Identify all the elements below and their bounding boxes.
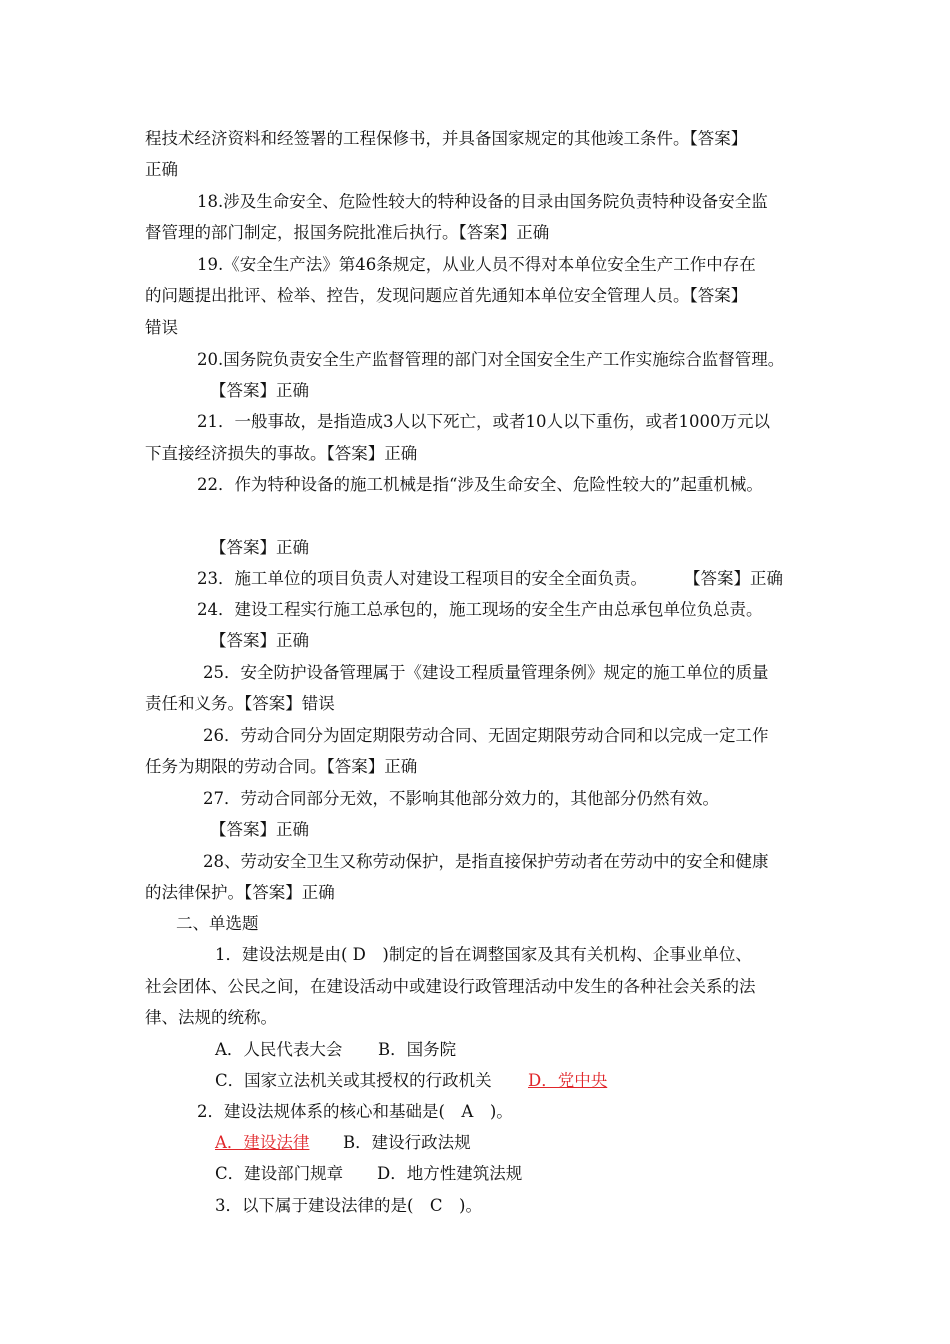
text-line: 任务为期限的劳动合同。【答案】正确 (145, 757, 418, 776)
text-line: 的问题提出批评、检举、控告，发现问题应首先通知本单位安全管理人员。【答案】 (145, 286, 748, 305)
text-line: 错误 (145, 318, 178, 337)
text-line: 督管理的部门制定，报国务院批准后执行。【答案】正确 (145, 223, 550, 242)
question-line: 律、法规的统称。 (145, 1008, 277, 1027)
text-line: 23．施工单位的项目负责人对建设工程项目的安全全面负责。 (197, 569, 647, 588)
text-line: 27．劳动合同部分无效，不影响其他部分效力的，其他部分仍然有效。 (203, 789, 719, 808)
text-line: 【答案】正确 (210, 631, 309, 650)
text-line: 21．一般事故，是指造成3人以下死亡，或者10人以下重伤，或者1000万元以 (197, 412, 770, 431)
question-line: 2．建设法规体系的核心和基础是( A )。 (197, 1102, 513, 1121)
text-line: 28、劳动安全卫生又称劳动保护，是指直接保护劳动者在劳动中的安全和健康 (203, 852, 769, 871)
option-d-correct: D．党中央 (528, 1071, 608, 1090)
text-line: 20.国务院负责安全生产监督管理的部门对全国安全生产工作实施综合监督管理。 (197, 350, 785, 369)
text-line: 【答案】正确 (684, 569, 783, 588)
question-line: 社会团体、公民之间，在建设活动中或建设行政管理活动中发生的各种社会关系的法 (145, 977, 756, 996)
text-line: 【答案】正确 (210, 381, 309, 400)
text-line: 22．作为特种设备的施工机械是指“涉及生命安全、危险性较大的”起重机械。 (197, 475, 763, 494)
text-line: 【答案】正确 (210, 820, 309, 839)
text-line: 责任和义务。【答案】错误 (145, 694, 335, 713)
text-line: 的法律保护。【答案】正确 (145, 883, 335, 902)
text-line: 正确 (145, 160, 178, 179)
section-heading: 二、单选题 (176, 914, 259, 933)
text-line: 26．劳动合同分为固定期限劳动合同、无固定期限劳动合同和以完成一定工作 (203, 726, 769, 745)
text-line: 19.《安全生产法》第46条规定，从业人员不得对本单位安全生产工作中存在 (197, 255, 756, 274)
option-c: C．建设部门规章 (215, 1164, 344, 1183)
text-line: 程技术经济资料和经签署的工程保修书，并具备国家规定的其他竣工条件。【答案】 (145, 129, 748, 148)
text-line: 18.涉及生命安全、危险性较大的特种设备的目录由国务院负责特种设备安全监 (197, 192, 768, 211)
option-c: C．国家立法机关或其授权的行政机关 (215, 1071, 492, 1090)
text-line: 下直接经济损失的事故。【答案】正确 (145, 444, 418, 463)
option-b: B．国务院 (378, 1040, 457, 1059)
option-d: D．地方性建筑法规 (377, 1164, 523, 1183)
text-line: 【答案】正确 (210, 538, 309, 557)
option-b: B．建设行政法规 (343, 1133, 471, 1152)
option-a: A．人民代表大会 (215, 1040, 343, 1059)
text-line: 25．安全防护设备管理属于《建设工程质量管理条例》规定的施工单位的质量 (203, 663, 769, 682)
option-a-correct: A．建设法律 (215, 1133, 310, 1152)
question-line: 1．建设法规是由( D )制定的旨在调整国家及其有关机构、企事业单位、 (215, 945, 752, 964)
text-line: 24．建设工程实行施工总承包的，施工现场的安全生产由总承包单位负总责。 (197, 600, 763, 619)
question-line: 3．以下属于建设法律的是( C )。 (215, 1196, 482, 1215)
